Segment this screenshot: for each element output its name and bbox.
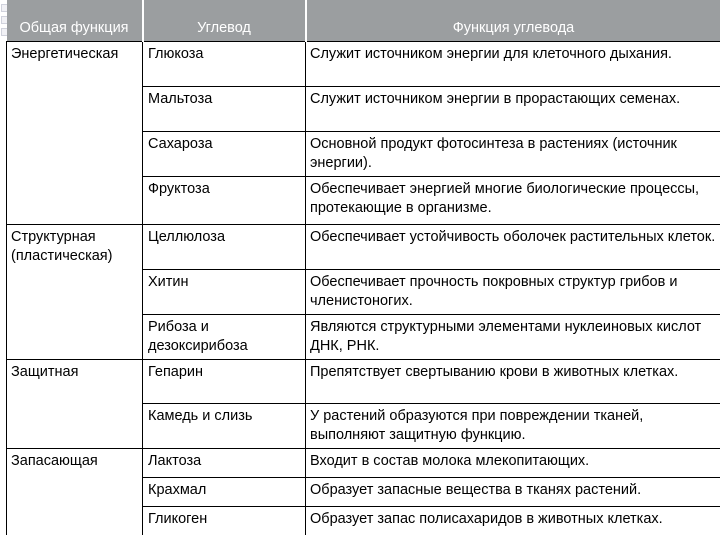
function-cell: Образует запасные вещества в тканях растений. xyxy=(306,477,720,506)
carbohydrate-cell: Фруктоза xyxy=(143,176,306,224)
carbohydrate-cell: Гликоген xyxy=(143,506,306,535)
carbohydrate-cell: Рибоза и дезоксирибоза xyxy=(143,314,306,359)
function-cell: Входит в состав молока млекопитающих. xyxy=(306,448,720,477)
function-cell: Основной продукт фотосинтеза в растениях (источник энергии). xyxy=(306,131,720,176)
function-cell: Образует запас полисахаридов в животных клетках. xyxy=(306,506,720,535)
function-cell: Служит источником энергии для клеточного дыхания. xyxy=(306,41,720,86)
carbohydrate-cell: Камедь и слизь xyxy=(143,403,306,448)
header-carbohydrate-function: Функция углевода xyxy=(306,0,720,41)
carbohydrate-cell: Гепарин xyxy=(143,359,306,403)
function-cell: Обеспечивает энергией многие биологические процессы, протекающие в организме. xyxy=(306,176,720,224)
carbohydrate-cell: Глюкоза xyxy=(143,41,306,86)
header-general-function: Общая функция xyxy=(7,0,143,41)
table-row xyxy=(7,448,720,477)
function-cell: Обеспечивает устойчивость оболочек растительных клеток. xyxy=(306,224,720,269)
carbohydrate-cell: Хитин xyxy=(143,269,306,314)
general-function-cell: Запасающая xyxy=(7,448,143,535)
table-row xyxy=(7,359,720,403)
table-header-row xyxy=(7,0,720,41)
header-carbohydrate: Углевод xyxy=(143,0,306,41)
carbohydrate-cell: Сахароза xyxy=(143,131,306,176)
function-cell: Служит источником энергии в прорастающих семенах. xyxy=(306,86,720,131)
general-function-cell: Структурная (пластическая) xyxy=(7,224,143,359)
general-function-cell: Энергетическая xyxy=(7,41,143,224)
function-cell: У растений образуются при повреждении тканей, выполняют защитную функцию. xyxy=(306,403,720,448)
carbohydrate-cell: Мальтоза xyxy=(143,86,306,131)
general-function-cell: Защитная xyxy=(7,359,143,448)
table-row xyxy=(7,224,720,269)
carbohydrate-functions-table xyxy=(6,0,720,535)
carbohydrate-cell: Целлюлоза xyxy=(143,224,306,269)
function-cell: Препятствует свертыванию крови в животных клетках. xyxy=(306,359,720,403)
function-cell: Являются структурными элементами нуклеиновых кислот ДНК, РНК. xyxy=(306,314,720,359)
carbohydrate-cell: Крахмал xyxy=(143,477,306,506)
carbohydrate-cell: Лактоза xyxy=(143,448,306,477)
function-cell: Обеспечивает прочность покровных структур грибов и членистоногих. xyxy=(306,269,720,314)
table-row xyxy=(7,41,720,86)
